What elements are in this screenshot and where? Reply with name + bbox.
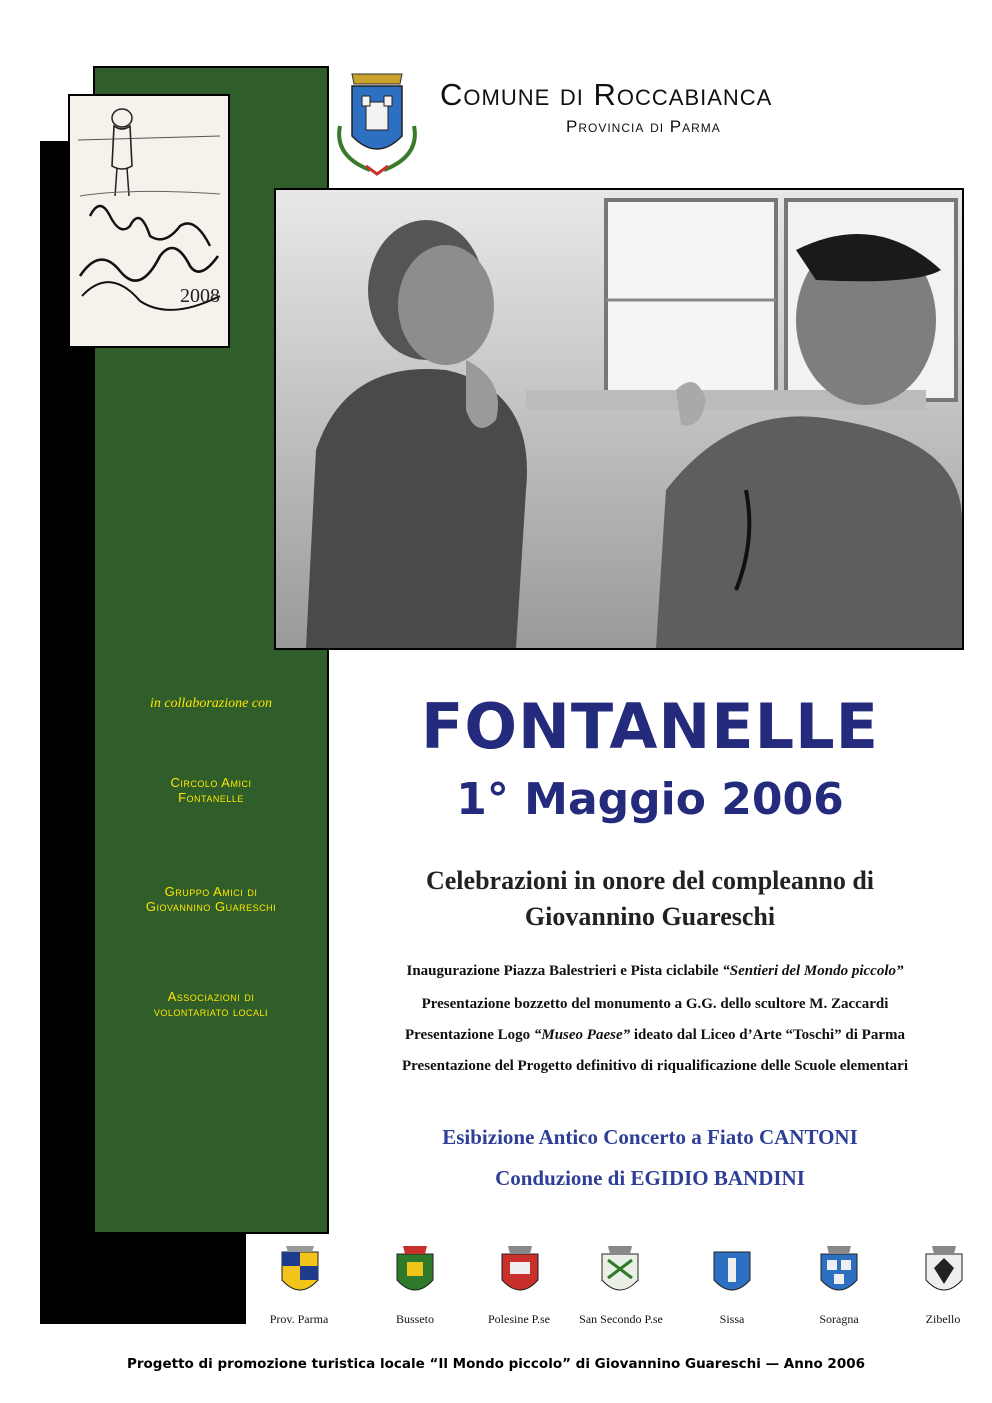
- crest-label: Zibello: [925, 1312, 961, 1326]
- provincia-subtitle: Provincia di Parma: [566, 117, 721, 136]
- crest-label: Soragna: [819, 1312, 859, 1326]
- event-text: Presentazione Logo: [405, 1027, 534, 1043]
- shield-blue-icon: [710, 1244, 754, 1300]
- event-italic: “Museo Paese”: [533, 1027, 631, 1043]
- org-associazioni: [93, 989, 329, 1019]
- event-italic: “Sentieri del Mondo piccolo”: [722, 963, 904, 979]
- shield-blue-white-icon: [817, 1244, 861, 1300]
- event-item: [330, 1027, 980, 1044]
- event-text: ideato dal Liceo d’Arte “Toschi” di Parma: [630, 1027, 905, 1043]
- event-item: Presentazione del Progetto definitivo di riqualificazione delle Scuole elementari: [401, 1058, 909, 1074]
- photo-two-men-icon: [276, 190, 962, 648]
- crest-label: Polesine P.se: [487, 1312, 550, 1326]
- org-line: Associazioni di: [167, 989, 255, 1004]
- shield-green-white-icon: [598, 1244, 642, 1300]
- org-circolo-amici: [93, 775, 329, 805]
- event-title: FONTANELLE: [420, 690, 880, 763]
- castle-crest-icon: [330, 66, 424, 182]
- roccabianca-crest: [330, 66, 424, 182]
- org-line: volontariato locali: [153, 1004, 269, 1019]
- shield-blue-gold-icon: [278, 1244, 322, 1300]
- shield-red-icon: [498, 1244, 542, 1300]
- org-line: Gruppo Amici di: [164, 884, 258, 899]
- celebration-line-1: Celebrazioni in onore del compleanno di: [425, 866, 875, 895]
- event-date: 1° Maggio 2006: [456, 774, 844, 825]
- event-text: Inaugurazione Piazza Balestrieri e Pista ciclabile: [406, 963, 723, 979]
- historic-photo: [274, 188, 964, 650]
- crest-label: Sissa: [719, 1312, 745, 1326]
- event-item: Presentazione bozzetto del monumento a G.G. dello scultore M. Zaccardi: [421, 996, 889, 1012]
- celebration-line-2: Giovannino Guareschi: [524, 902, 776, 931]
- comune-title: Comune di Roccabianca: [440, 77, 773, 112]
- sketch-illustration: [68, 94, 230, 348]
- crest-label: San Secondo P.se: [579, 1312, 663, 1326]
- org-line: Giovannino Guareschi: [145, 899, 277, 914]
- shield-eagle-icon: [922, 1244, 966, 1300]
- crest-label: Prov. Parma: [269, 1312, 329, 1326]
- collaboration-intro: in collaborazione con: [149, 696, 273, 711]
- crest-label: Busseto: [395, 1312, 434, 1326]
- org-line: Circolo Amici: [170, 775, 252, 790]
- shield-green-icon: [393, 1244, 437, 1300]
- concert-line: Esibizione Antico Concerto a Fiato CANTONI: [442, 1125, 858, 1149]
- event-item: [330, 963, 980, 980]
- sketch-drawing-icon: [70, 96, 228, 346]
- conduction-line: Conduzione di EGIDIO BANDINI: [495, 1166, 805, 1190]
- org-gruppo-amici: [93, 884, 329, 914]
- footer-project-line: Progetto di promozione turistica locale “Il Mondo piccolo” di Giovannino Guareschi — Anno 2006: [126, 1356, 865, 1372]
- org-line: Fontanelle: [178, 790, 244, 805]
- sketch-year: 2008: [180, 285, 220, 307]
